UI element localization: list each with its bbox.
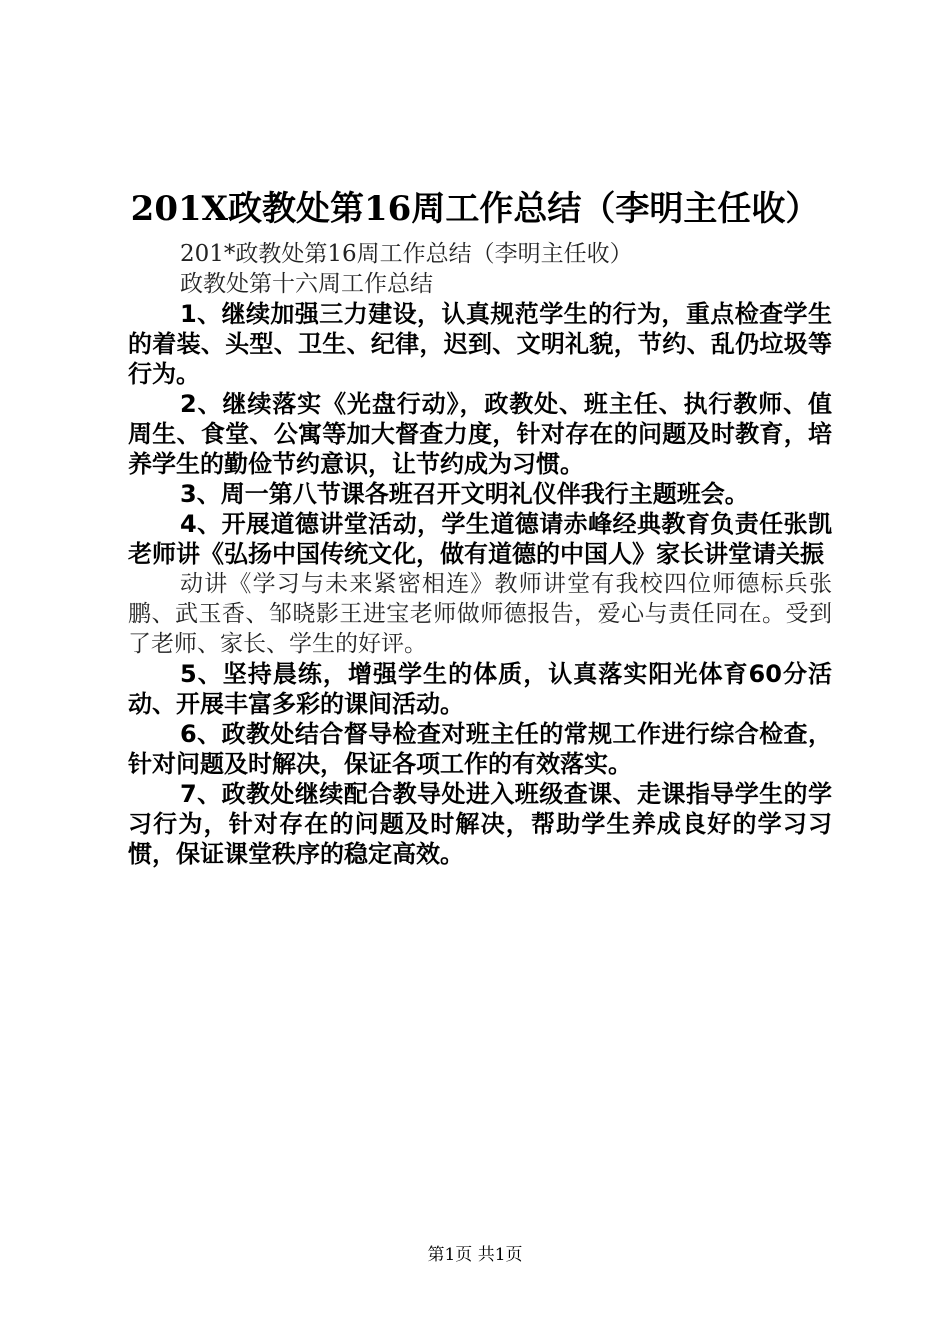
- paragraph-2: 政教处第十六周工作总结: [180, 271, 433, 297]
- document-body: [128, 239, 832, 869]
- page-footer: 第1页 共1页: [427, 1245, 523, 1265]
- paragraph-4: 2、继续落实《光盘行动》，政教处、班主任、执行教师、值周生、食堂、公寓等加大督查力度，针对存在的问题及时教育，培养学生的勤俭节约意识，让节约成为习惯。: [128, 390, 832, 478]
- paragraph-6: 4、开展道德讲堂活动，学生道德请赤峰经典教育负责任张凯老师讲《弘扬中国传统文化，做有道德的中国人》家长讲堂请关振: [128, 510, 832, 568]
- paragraph-3: 1、继续加强三力建设，认真规范学生的行为，重点检查学生的着装、头型、卫生、纪律，迟到、文明礼貌，节约、乱仍垃圾等行为。: [128, 300, 832, 388]
- paragraph-8: 5、坚持晨练，增强学生的体质，认真落实阳光体育60分活动、开展丰富多彩的课间活动。: [128, 660, 832, 718]
- paragraph-9: 6、政教处结合督导检查对班主任的常规工作进行综合检查，针对问题及时解决，保证各项工作的有效落实。: [128, 720, 832, 778]
- paragraph-7: 动讲《学习与未来紧密相连》教师讲堂有我校四位师德标兵张鹏、武玉香、邹晓影王进宝老师做师德报告，爱心与责任同在。受到了老师、家长、学生的好评。: [128, 571, 832, 657]
- document-title: 201X政教处第16周工作总结（李明主任收）: [130, 189, 820, 229]
- paragraph-5: 3、周一第八节课各班召开文明礼仪伴我行主题班会。: [180, 480, 749, 508]
- paragraph-10: 7、政教处继续配合教导处进入班级查课、走课指导学生的学习行为，针对存在的问题及时解决，帮助学生养成良好的学习习惯，保证课堂秩序的稳定高效。: [128, 780, 832, 868]
- paragraph-1: 201*政教处第16周工作总结（李明主任收）: [180, 241, 633, 267]
